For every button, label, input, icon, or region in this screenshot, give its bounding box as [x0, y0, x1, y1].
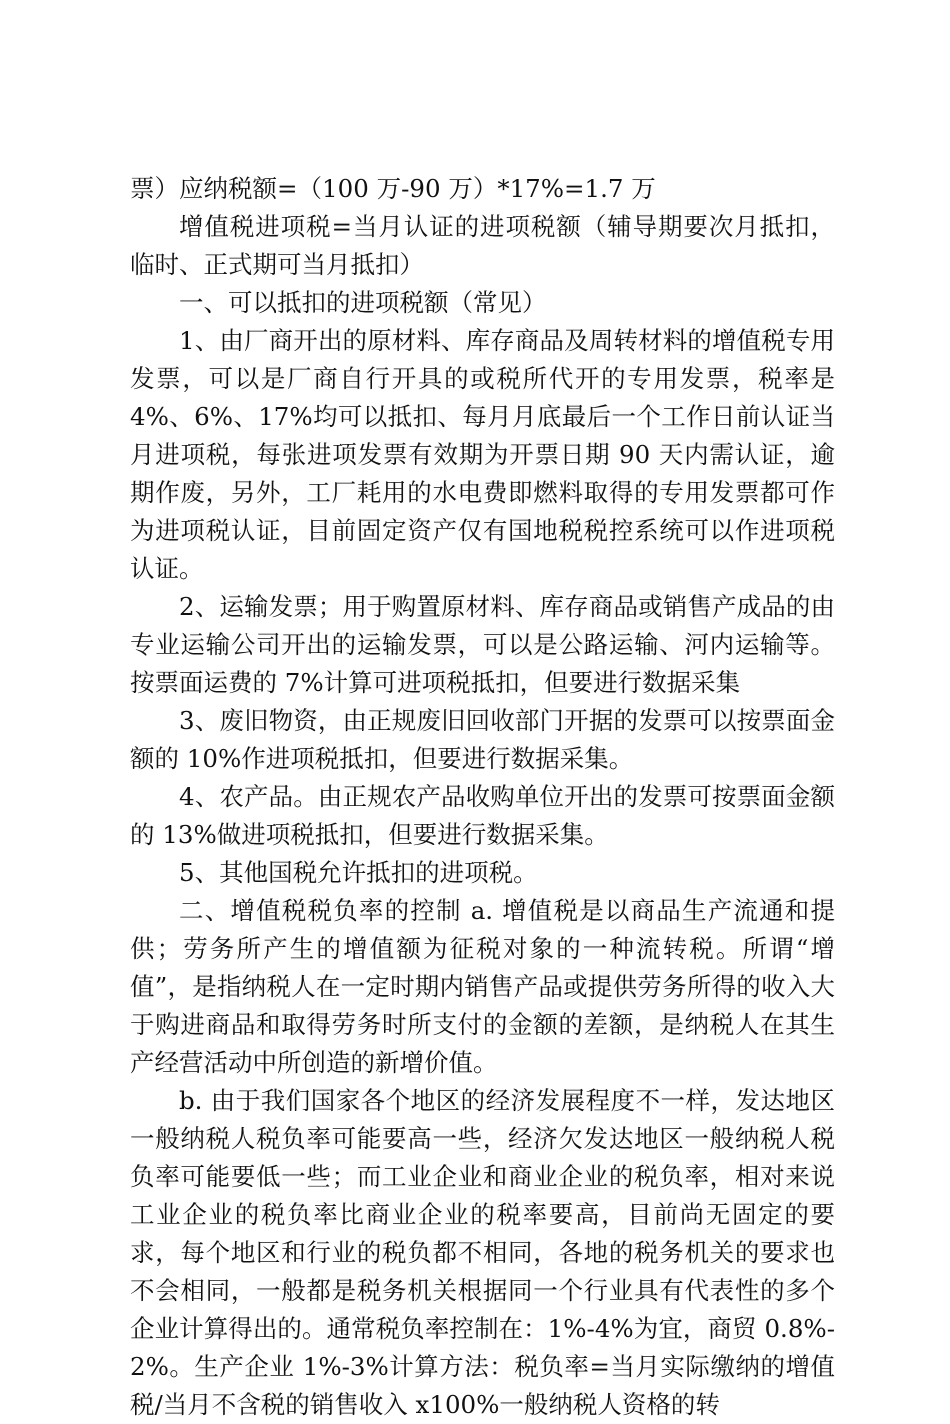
paragraph-item-2-transport-invoice: 2、运输发票；用于购置原材料、库存商品或销售产成品的由专业运输公司开出的运输发票，可以是公路运输、河内运输等。按票面运费的 7%计算可进项税抵扣，但要进行数据采集: [130, 592, 835, 697]
paragraph-input-tax-definition: 增值税进项税=当月认证的进项税额（辅导期要次月抵扣，临时、正式期可当月抵扣）: [130, 212, 835, 279]
paragraph-tax-payable-continuation: 票）应纳税额=（100 万-90 万）*17%=1.7 万: [130, 174, 656, 203]
heading-deductible-input-tax: 一、可以抵扣的进项税额（常见）: [179, 288, 547, 317]
paragraph-vat-burden-rates: b. 由于我们国家各个地区的经济发展程度不一样，发达地区一般纳税人税负率可能要高一些，经济欠发达地区一般纳税人税负率可能要低一些；而工业企业和商业企业的税负率，相对来说工业企业的税负率比商业企业的税率要高，目前尚无固定的要求，每个地区和行业的税负都不相同，各地的税务机关的要求也不会相同，一般都是税务机关根据同一个行业具有代表性的多个企业计算得出的。通常税负率控制在：1%-4%为宜，商贸 0.8%-2%。生产企业 1%-3%计算方法：税负率=当月实际缴纳的增值税/当月不含税的销售收入 x100%一般纳税人资格的转: [130, 1086, 835, 1419]
document-body: [130, 170, 835, 1424]
paragraph-vat-burden-control: 二、增值税税负率的控制 a. 增值税是以商品生产流通和提供；劳务所产生的增值额为征税对象的一种流转税。所谓“增值”，是指纳税人在一定时期内销售产品或提供劳务所得的收入大于购进商品和取得劳务时所支付的金额的差额，是纳税人在其生产经营活动中所创造的新增价值。: [130, 896, 835, 1077]
paragraph-item-5-other-input-tax: 5、其他国税允许抵扣的进项税。: [179, 858, 538, 887]
paragraph-item-3-scrap-materials: 3、废旧物资，由正规废旧回收部门开据的发票可以按票面金额的 10%作进项税抵扣，但要进行数据采集。: [130, 706, 835, 773]
paragraph-item-1-special-invoice: 1、由厂商开出的原材料、库存商品及周转材料的增值税专用发票，可以是厂商自行开具的或税所代开的专用发票，税率是 4%、6%、17%均可以抵扣、每月月底最后一个工作日前认证当月进项税，每张进项发票有效期为开票日期 90 天内需认证，逾期作废，另外，工厂耗用的水电费即燃料取得的专用发票都可作为进项税认证，目前固定资产仅有国地税税控系统可以作进项税认证。: [130, 326, 835, 583]
paragraph-item-4-agricultural-products: 4、农产品。由正规农产品收购单位开出的发票可按票面金额的 13%做进项税抵扣，但要进行数据采集。: [130, 782, 835, 849]
